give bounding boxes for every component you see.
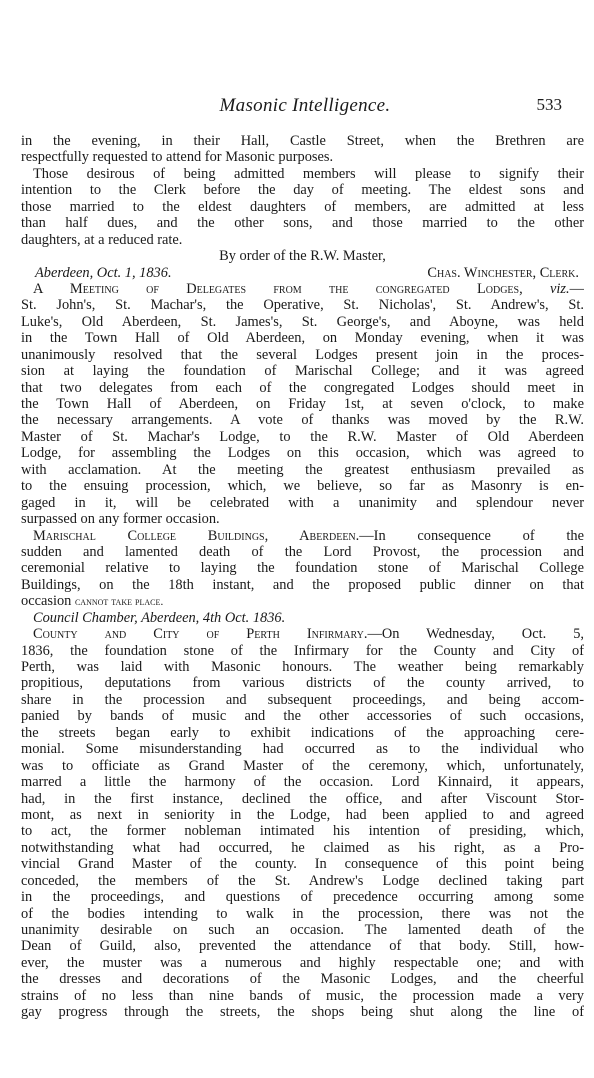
text-line: St. John's, St. Machar's, the Operative, St. Nicholas', St. Andrew's, St.	[21, 297, 584, 314]
running-title: Masonic Intelligence.	[219, 95, 391, 116]
signoff-place-date: Aberdeen, Oct. 1, 1836.	[35, 264, 172, 281]
text-line: that two delegates from each of the congregated Lodges should meet in	[21, 379, 584, 396]
college-line-4	[21, 593, 584, 609]
perth-first-rest: —On Wednesday, Oct. 5,	[367, 626, 584, 643]
signoff-line	[21, 265, 584, 281]
text-line: marred a little the harmony of the occasion. Lord Kinnaird, it appears,	[21, 774, 584, 791]
text-line: those married to the eldest daughters of members, are admitted at less	[21, 198, 584, 215]
text-line: in the proceedings, and questions of precedence occurring among some	[21, 889, 584, 906]
text-line: sudden and lamented death of the Lord Provost, the procession and	[21, 543, 584, 560]
meeting-dash: —	[569, 280, 584, 297]
college-first-line	[21, 528, 584, 544]
text-line: in the evening, in their Hall, Castle Street, when the Brethren are	[21, 133, 584, 149]
text-line: in the Town Hall of Old Aberdeen, on Monday evening, when it was	[21, 330, 584, 347]
meeting-viz: viz.	[550, 280, 570, 297]
text-line: notwithstanding what had occurred, he claimed as his right, as a Pro-	[21, 839, 584, 856]
text-line: gay progress through the streets, the shops being shut along the line of	[21, 1004, 584, 1021]
text-line: intention to the Clerk before the day of meeting. The eldest sons and	[21, 182, 584, 199]
text-line: ceremonial relative to laying the foundation stone of Marischal College	[21, 560, 584, 577]
college-first-rest: —In consequence of the	[359, 527, 584, 544]
text-line: the Town Hall of Aberdeen, on Friday 1st, at seven o'clock, to make	[21, 396, 584, 412]
meeting-first-line	[21, 281, 584, 297]
text-line: strains of no less than nine bands of music, the procession made a very	[21, 987, 584, 1004]
text-line: respectfully requested to attend for Masonic purposes.	[21, 149, 334, 166]
text-line: was to officiate as Grand Master of the ceremony, which, unfortunately,	[21, 757, 584, 774]
text-line: the necessary arrangements. A vote of thanks was moved by the R.W.	[21, 412, 584, 429]
text-line: unanimity desirable on such an occasion. The lamented death of the	[21, 922, 584, 938]
text-line: Buildings, on the 18th instant, and the proposed public dinner on that	[21, 576, 584, 593]
text-line: share in the procession and subsequent proceedings, and being accom-	[21, 691, 584, 708]
perth-heading: County and City of Perth Infirmary.	[33, 626, 368, 643]
text-line: Those desirous of being admitted members will please to signify their	[33, 165, 584, 182]
text-line: ever, the muster was a numerous and highly respectable one; and with	[21, 954, 584, 971]
college-dateline: Council Chamber, Aberdeen, 4th Oct. 1836.	[33, 609, 286, 626]
page-number: 533	[536, 95, 562, 114]
text-line: By order of the R.W. Master,	[219, 248, 386, 265]
text-line: 1836, the foundation stone of the Infirmary for the County and City of	[21, 642, 584, 659]
college-line4-start: occasion	[21, 593, 72, 610]
text-line: panied by bands of music and the other accessories of such occasions,	[21, 708, 584, 725]
text-line: Master of St. Machar's Lodge, to the R.W. Master of Old Aberdeen	[21, 428, 584, 445]
text-line: of the bodies intending to walk in the procession, there was not the	[21, 905, 584, 922]
text-line: to the ensuing procession, which, we believe, so far as Masonry is en-	[21, 478, 584, 495]
text-line: unanimously resolved that the several Lodges present join in the proces-	[21, 346, 584, 363]
text-line: the streets began early to exhibit indications of the approaching cere-	[21, 724, 584, 741]
text-line: mont, as next in seniority in the Lodge, had been applied to and agreed	[21, 806, 584, 823]
text-line: with acclamation. At the meeting the greatest enthusiasm prevailed as	[21, 461, 584, 478]
text-line: sion at laying the foundation of Marischal College; and it was agreed	[21, 363, 584, 380]
text-line: had, in the first instance, declined the office, and after Viscount Stor-	[21, 790, 584, 807]
text-line: propitious, deputations from various districts of the county arrived, to	[21, 675, 584, 692]
text-line: monial. Some misunderstanding had occurred as to the individual who	[21, 741, 584, 758]
college-heading: Marischal College Buildings, Aberdeen.	[33, 527, 360, 544]
article-body	[21, 133, 584, 1021]
text-line: vincial Grand Master of the county. In consequence of this point being	[21, 856, 584, 873]
text-line: gaged in it, will be celebrated with a unanimity and splendour never	[21, 494, 584, 511]
page-header	[20, 95, 590, 125]
text-line: daughters, at a reduced rate.	[21, 231, 183, 248]
text-line: to act, the former nobleman intimated his intention of presiding, which,	[21, 823, 584, 840]
text-line: Lodge, for assembling the Lodges on this occasion, which was agreed to	[21, 445, 584, 462]
perth-first-line	[21, 626, 584, 642]
text-line: Luke's, Old Aberdeen, St. James's, St. George's, and Aboyne, was held	[21, 313, 584, 330]
text-line: Dean of Guild, also, prevented the attendance of that body. Still, how-	[21, 938, 584, 955]
meeting-heading: A Meeting of Delegates from the congregated Lodges,	[33, 280, 523, 297]
text-line: Perth, was laid with Masonic honours. The weather being remarkably	[21, 659, 584, 675]
college-line4-caps: cannot take place.	[74, 594, 164, 609]
signoff-signature: Chas. Winchester, Clerk.	[427, 264, 579, 281]
text-line: the dresses and decorations of the Masonic Lodges, and the cheerful	[21, 971, 584, 988]
text-line: surpassed on any former occasion.	[21, 511, 220, 528]
text-line: than half dues, and the other sons, and those married to the other	[21, 215, 584, 232]
text-line: conceded, the members of the St. Andrew's Lodge declined taking part	[21, 872, 584, 889]
